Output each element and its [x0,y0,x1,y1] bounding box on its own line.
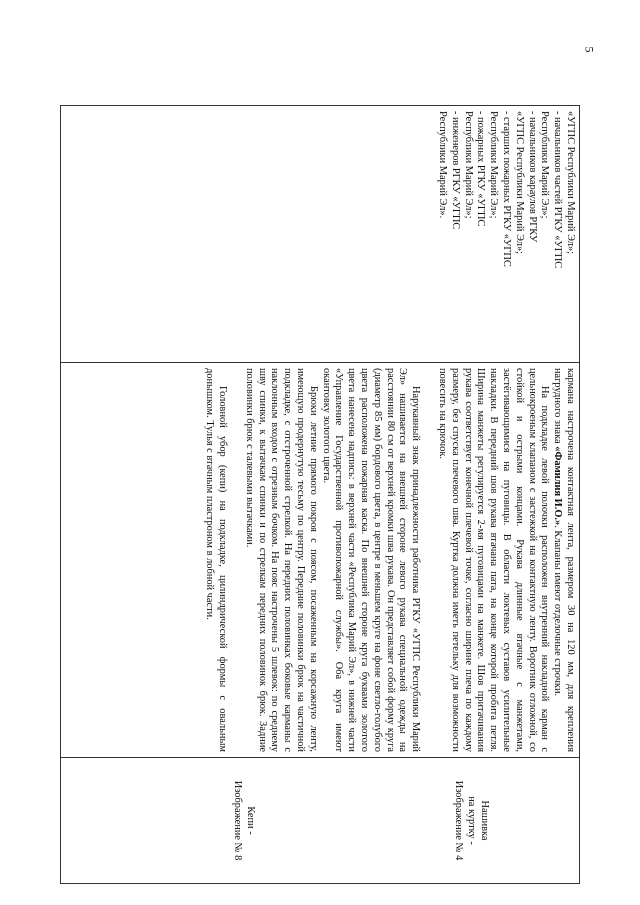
description-cell [61,363,580,758]
lining-paragraph: На подкладке левой полочки расположен внутренний накладной карман с цельнокроеным клапаном с застежкой на контактную ленту. Воротник отложной, со стойкой и острыми концами. Рукава длинные втачные с манжетами, застёгивающимися на пуговицы. В области локтевых суставов усилительные накладки. В передний шов рукава втачана пата, на конце которой пробита петля. Ширина манжеты регулируется 2-мя пуговицами на манжете. Шов притачивания рукава соответствует конечной плечевой точке, согласно ширине плеча по каждому размеру, без спуска плечевого шва. Куртка должна иметь петельку для возможности повесить на крючок. [437,368,551,752]
rotated-page-content [60,105,580,879]
cap-paragraph: Головной убор (кепи) на подкладке, цилиндрической формы с овальным донышком. Тулья с втачным пластроном в лобной части. [204,368,229,752]
pocket-text-start: кармана настрочена контактная лента, размером 30 на 120 мм, для крепления нагрудного знака [552,368,576,752]
name-badge-label: «Фамилия И.О.» [552,446,564,526]
recipient-line: - начальников частей РГКУ «УГПС [552,111,564,269]
page-number: 5 [582,46,597,53]
cap-image-reference [230,763,256,878]
recipient-line: - пожарных РГКУ «УГПС [475,111,487,227]
recipient-line: «УГПС Республики Марий Эл»; [513,111,525,255]
table-row [61,106,580,884]
description-text [202,368,576,752]
patch-reference-line: Изображение № 4 [453,780,465,861]
recipient-line: Республики Марий Эл». [437,111,449,219]
cap-reference-line: Изображение № 8 [231,780,243,861]
image-references [230,763,576,878]
recipient-line: Республики Марий Эл»; [539,111,551,219]
pocket-paragraph [550,368,576,752]
recipient-line: Республики Марий Эл»; [462,111,474,219]
cap-reference-line: Кепи - [244,806,256,835]
recipient-line: «УГПС Республики Марий Эл»; [565,111,576,255]
pocket-text-end: . Клапаны имеют отделочные строчки. [552,525,564,697]
requirements-table [60,105,580,884]
recipients-cell [61,106,580,363]
recipient-line: Республики Марий Эл»; [488,111,500,219]
recipients-list [435,111,576,357]
patch-image-reference [452,763,490,878]
recipient-line: - инженеров РГКУ «УГПС [449,111,461,230]
trousers-paragraph: Брюки летние прямого покроя с поясом, посаженным на корсажную ленту, имеющую продернутую тесьму по центру. Передние половинки брюк на частичной подкладке, с отстроченной стрелкой. На передних половинках боковые карманы с наклонным входом с отрезным бочком. На пояс настрочены 5 шлевок: по среднему шву спинки, к вытачкам спинки и по стрелкам передних половинок брюк. Задние половинки брюк с талевыми вытачками. [243,368,319,752]
recipient-line: - старших пожарных РГКУ «УГПС [501,111,513,267]
recipient-line: - начальников караулов РГКУ [526,111,538,243]
patch-reference-line: на куртку - [466,796,478,845]
images-cell [61,758,580,884]
patch-reference-line: Нашивка [479,800,490,841]
sleeve-badge-paragraph: Нарукавный знак принадлежности работника РГКУ «УГПС Республики Марий Эл» нашивается на внешней стороне левого рукава специальной одежды на расстоянии 80 см от верхней кромки шва рукава. Он представляет собой форму круга (диаметр 85 мм) бордового цвета, в центре в меньшем круге на фоне светло-голубого цвета расположена пожарная каска. По внешней стороне круга буквами золотого цвета нанесена надпись: в верхней части «Республика Марий Эл», в нижней части «Управление Государственной противопожарной службы». Оба круга имеют окантовку золотого цвета. [320,368,422,752]
